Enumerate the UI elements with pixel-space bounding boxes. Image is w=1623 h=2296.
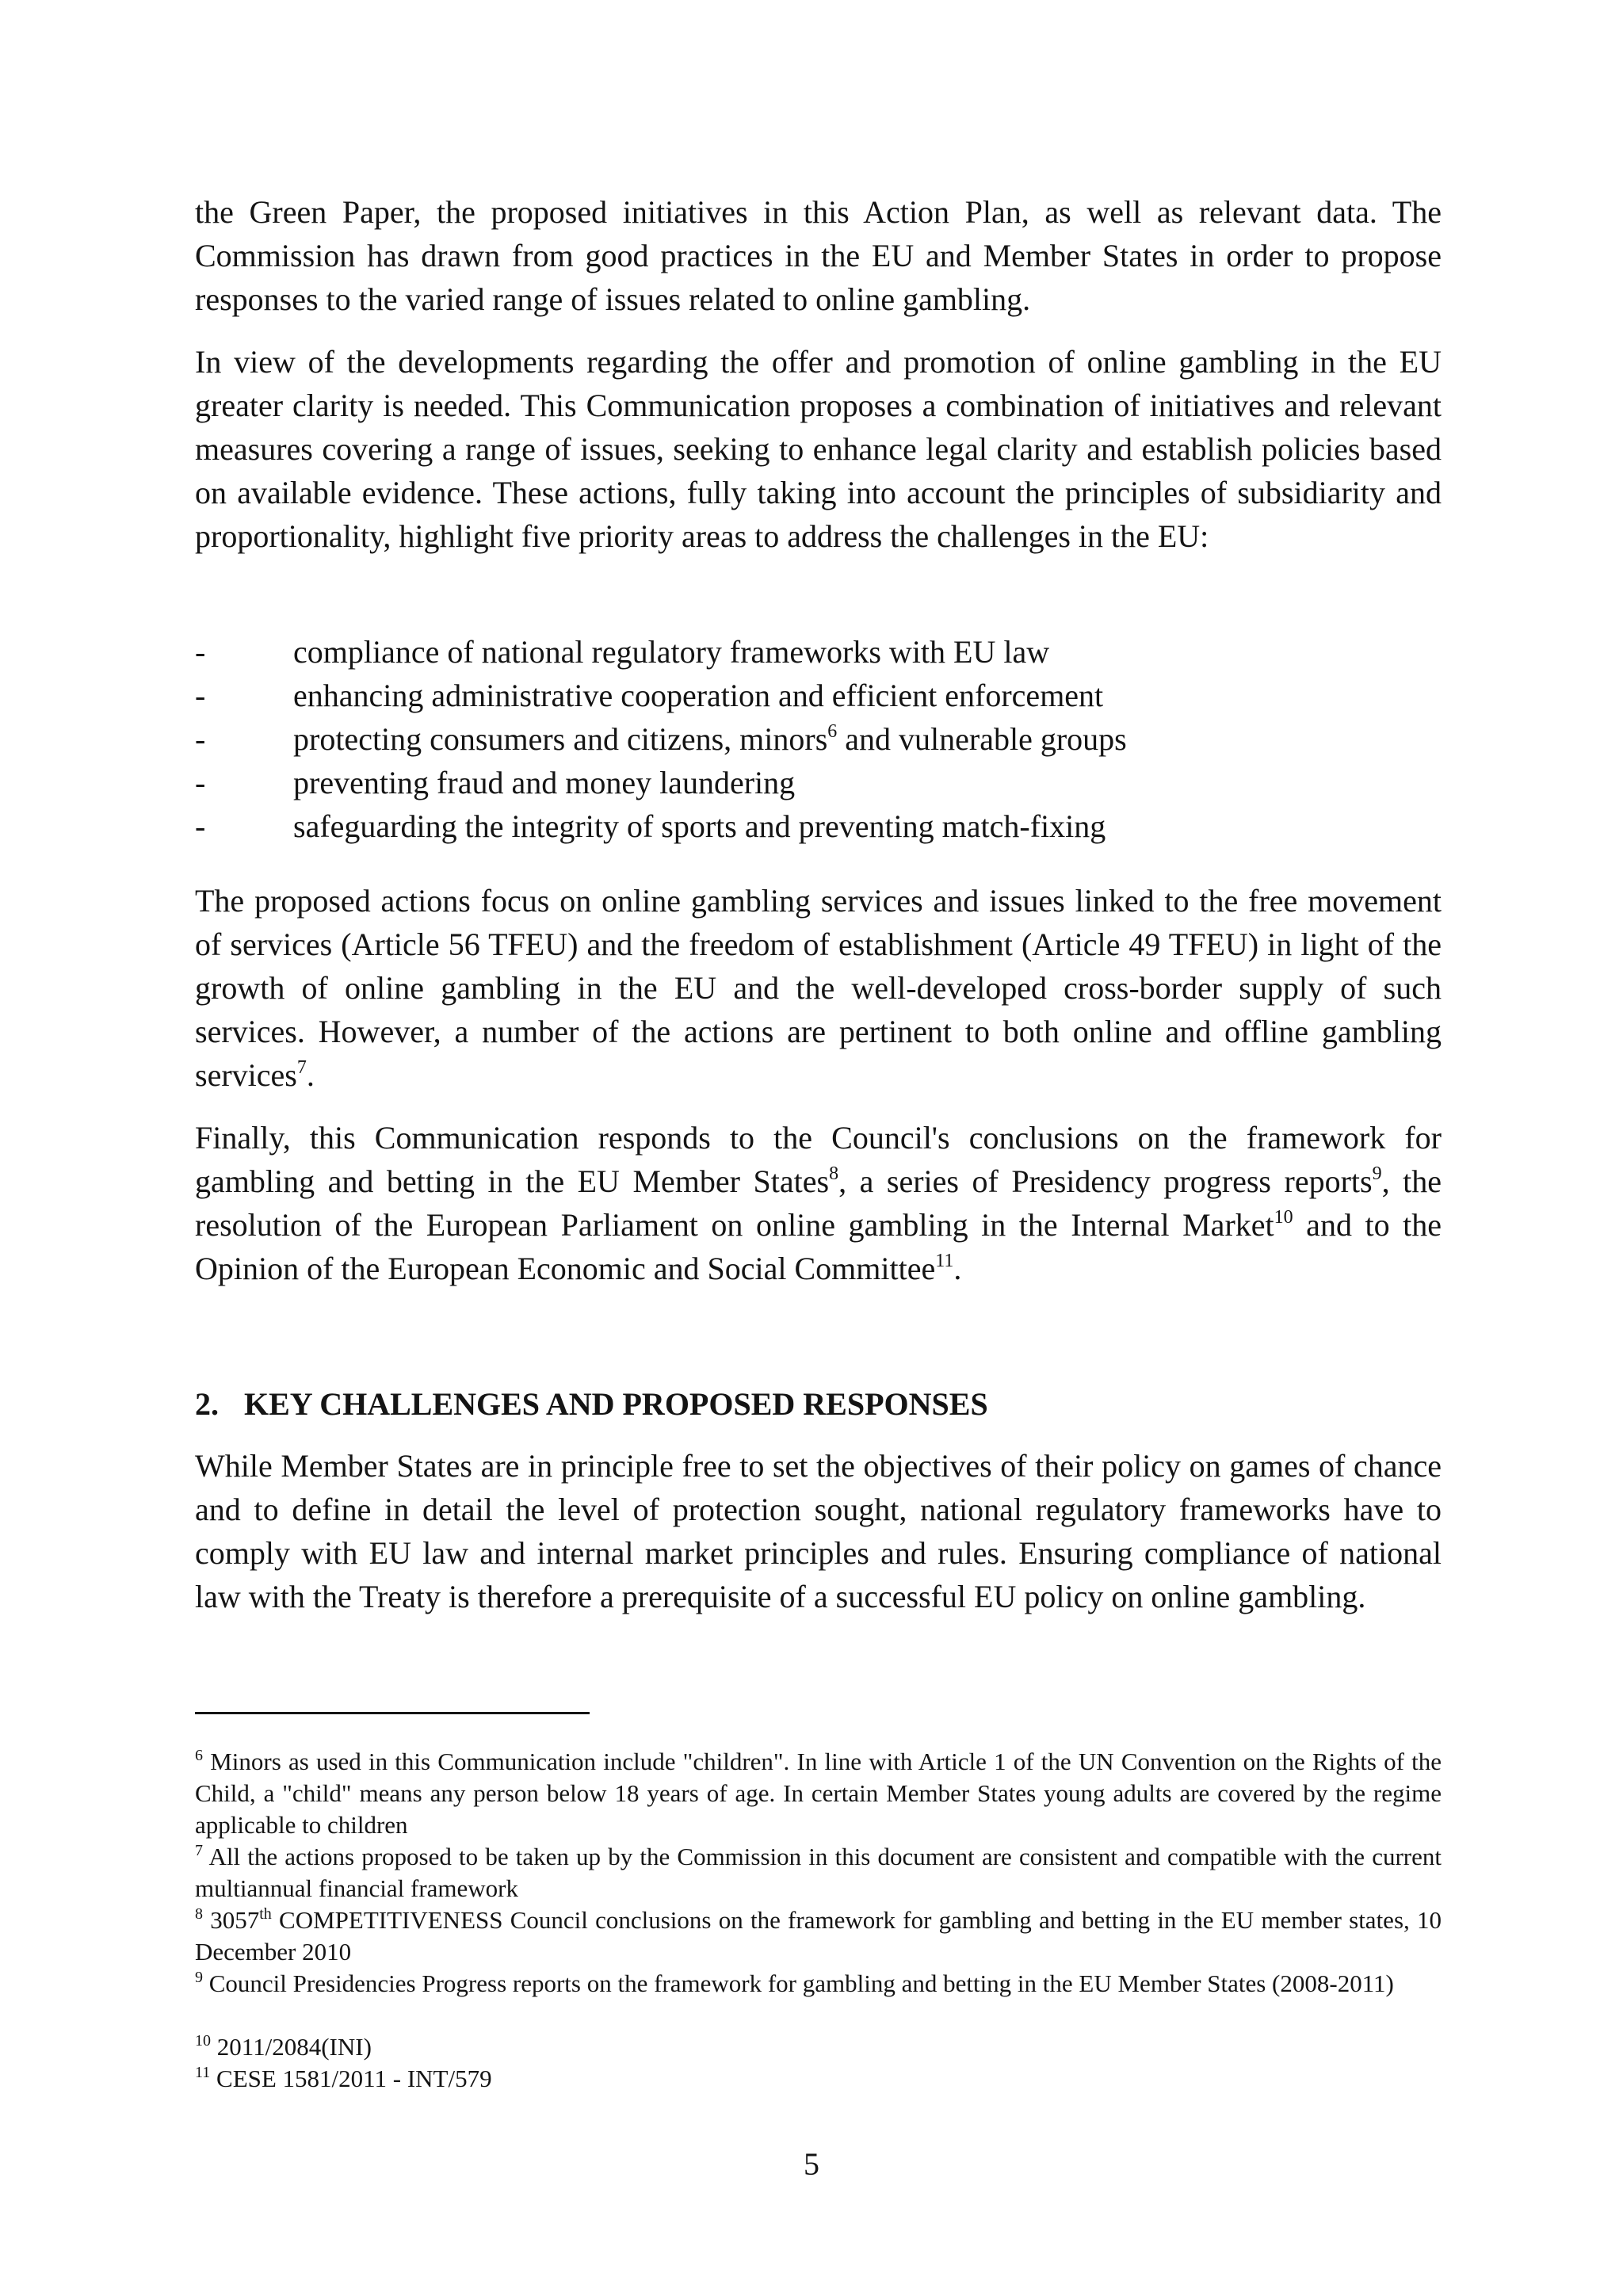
paragraph-finally-text [195, 1116, 1442, 1290]
list-dash: - [195, 721, 206, 757]
priority-areas-list [195, 630, 1442, 848]
footnote-ref-10[interactable]: 10 [1274, 1207, 1293, 1228]
footnote-text: All the actions proposed to be taken up by the Commission in this document are consistent and compatible with the current multiannual financial framework [195, 1843, 1442, 1902]
footnote-ref-9[interactable]: 9 [1372, 1163, 1382, 1184]
paragraph-finally [195, 1116, 1442, 1290]
paragraph-segment: , the resolution of the European Parliament on online gambling in the Internal Market [195, 1163, 1442, 1243]
paragraph-developments-text: In view of the developments regarding the offer and promotion of online gambling in the EU greater clarity is needed. This Communication proposes a combination of initiatives and relevant measures covering a range of issues, seeking to enhance legal clarity and establish policies based on available evidence. These actions, fully taking into account the principles of subsidiarity and proportionality, highlight five priority areas to address the challenges in the EU: [195, 344, 1442, 554]
list-item-text: preventing fraud and money laundering [293, 765, 796, 800]
footnote-number: 10 [195, 2032, 211, 2050]
footnote-ref-8[interactable]: 8 [829, 1163, 839, 1184]
footnote-number: 11 [195, 2064, 211, 2081]
section-heading [195, 1382, 988, 1426]
paragraph-segment: . [306, 1057, 315, 1093]
paragraph-segment: and to the Opinion of the European Economic and Social Committee [195, 1207, 1442, 1286]
footnote-number: 7 [195, 1842, 203, 1859]
list-item [195, 630, 1442, 674]
ordinal-suffix: th [259, 1905, 272, 1923]
paragraph-segment: Finally, this Communication responds to the Council's conclusions on the framework for gambling and betting in the EU Member States [195, 1120, 1442, 1199]
paragraph-intro-text: the Green Paper, the proposed initiatives in this Action Plan, as well as relevant data. The Commission has drawn from good practices in the EU and Member States in order to propose responses to the varied range of issues related to online gambling. [195, 194, 1442, 317]
footnote-number: 6 [195, 1747, 203, 1764]
list-item-text: compliance of national regulatory frameworks with EU law [293, 634, 1050, 670]
list-dash: - [195, 808, 206, 844]
section-title: KEY CHALLENGES AND PROPOSED RESPONSES [244, 1386, 988, 1422]
footnote-text: COMPETITIVENESS Council conclusions on the framework for gambling and betting in the EU member states, 10 December 2010 [195, 1906, 1442, 1966]
footnote-7 [195, 1841, 1442, 1904]
list-item [195, 804, 1442, 848]
paragraph-developments [195, 340, 1442, 558]
footnote-text: Council Presidencies Progress reports on the framework for gambling and betting in the EU Member States (2008-2011) [203, 1969, 1394, 1997]
list-dash: - [195, 678, 206, 713]
list-item [195, 717, 1442, 761]
paragraph-proposed-actions-text [195, 879, 1442, 1097]
footnote-9 [195, 1968, 1442, 2000]
list-item [195, 761, 1442, 804]
paragraph-segment: The proposed actions focus on online gambling services and issues linked to the free movement of services (Article 56 TFEU) and the freedom of establishment (Article 49 TFEU) in light of the growth of online gambling in the EU and the well-developed cross-border supply of such services. However, a number of the actions are pertinent to both online and offline gambling services [195, 883, 1442, 1093]
list-item [195, 674, 1442, 717]
paragraph-intro [195, 190, 1442, 321]
footnote-6 [195, 1746, 1442, 1841]
footnote-8 [195, 1904, 1442, 1968]
list-item-text: enhancing administrative cooperation and efficient enforcement [293, 678, 1104, 713]
footnote-text: 2011/2084(INI) [211, 2033, 372, 2061]
list-dash: - [195, 765, 206, 800]
footnote-number: 8 [195, 1905, 203, 1923]
footnote-ref-11[interactable]: 11 [935, 1251, 954, 1271]
list-item-text: and vulnerable groups [837, 721, 1127, 757]
footnote-ref-6[interactable]: 6 [827, 721, 838, 742]
footnote-number: 9 [195, 1969, 203, 1986]
paragraph-segment: . [953, 1251, 962, 1286]
page-number: 5 [804, 2146, 819, 2182]
footnote-10 [195, 2031, 1442, 2063]
paragraph-proposed-actions [195, 879, 1442, 1097]
footnote-separator [195, 1712, 590, 1714]
footnote-text: 3057 [203, 1906, 260, 1934]
footnote-11 [195, 2063, 1442, 2095]
footnote-text: Minors as used in this Communication include "children". In line with Article 1 of the UN Convention on the Rights of the Child, a "child" means any person below 18 years of age. In certain Member States young adults are covered by the regime applicable to children [195, 1748, 1442, 1839]
list-item-text: safeguarding the integrity of sports and preventing match-fixing [293, 808, 1106, 844]
list-dash: - [195, 634, 206, 670]
footnote-ref-7[interactable]: 7 [296, 1057, 307, 1078]
footnote-text: CESE 1581/2011 - INT/579 [210, 2065, 492, 2092]
paragraph-member-states-text: While Member States are in principle free to set the objectives of their policy on games of chance and to define in detail the level of protection sought, national regulatory frameworks have to comply with EU law and internal market principles and rules. Ensuring compliance of national law with the Treaty is therefore a prerequisite of a successful EU policy on online gambling. [195, 1448, 1442, 1614]
list-item-text: protecting consumers and citizens, minors [293, 721, 828, 757]
paragraph-member-states [195, 1444, 1442, 1618]
section-number: 2. [195, 1386, 219, 1422]
paragraph-segment: , a series of Presidency progress reports [838, 1163, 1373, 1199]
